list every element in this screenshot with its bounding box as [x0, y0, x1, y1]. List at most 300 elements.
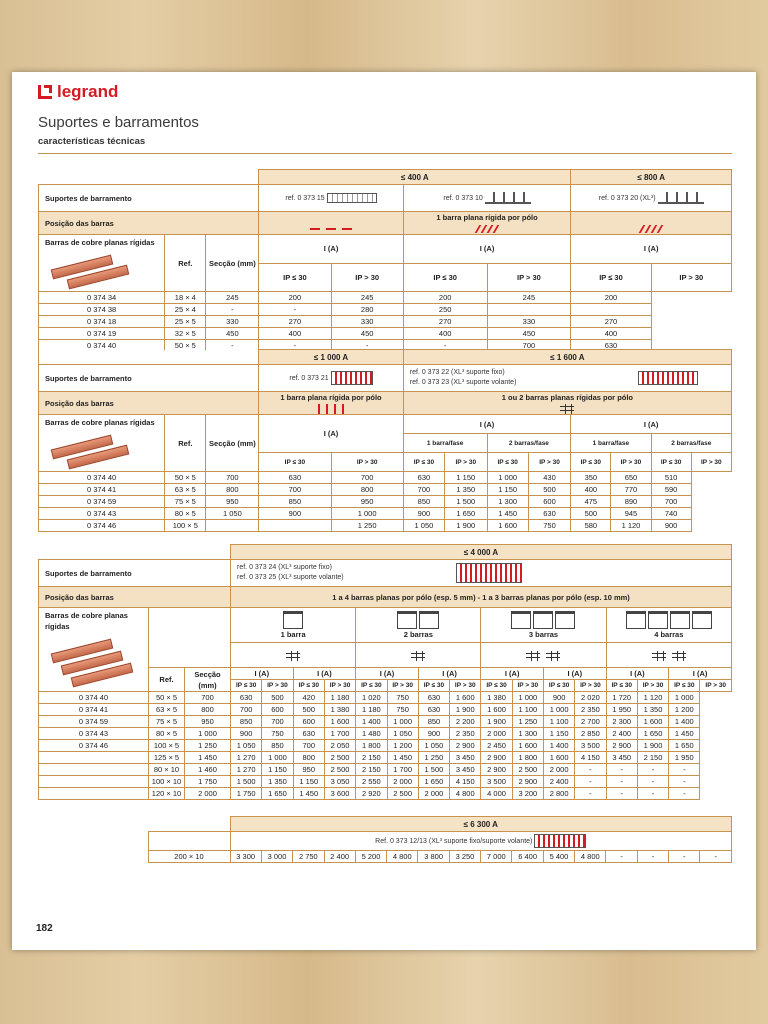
- pos-text: 1 barra plana rígida por pólo: [436, 213, 538, 222]
- current-cell: 1 480: [356, 728, 387, 740]
- current-cell: 900: [418, 728, 449, 740]
- label-barras: Barras de cobre planas rígidas: [45, 238, 155, 247]
- current-cell: 630: [259, 472, 331, 484]
- col-ip-le: IP ≤ 30: [571, 453, 611, 472]
- header-4000a: ≤ 4 000 A: [231, 545, 732, 560]
- current-cell: 1 800: [356, 740, 387, 752]
- current-cell: 2 900: [450, 740, 481, 752]
- ref-037324: ref. 0 373 24 (XL³ suporte fixo): [237, 564, 332, 571]
- copper-bar-image-3: [45, 632, 125, 682]
- ref-037312-13: Ref. 0 373 12/13 (XL³ suporte fixo/suporte volante): [375, 837, 533, 845]
- two-bars-icon: [397, 611, 417, 629]
- col-ip-gt: IP > 30: [450, 680, 481, 692]
- section-cell: 50 × 5: [149, 692, 185, 704]
- current-cell: 700: [403, 484, 444, 496]
- brand-logo: [38, 82, 118, 102]
- current-cell: [571, 304, 651, 316]
- section-cell: 63 × 5: [165, 484, 206, 496]
- current-cell: 950: [206, 496, 259, 508]
- ia-5: I (A): [481, 668, 544, 680]
- current-cell: 280: [331, 304, 403, 316]
- one-bar-icon: [283, 611, 303, 629]
- current-cell: 1 000: [185, 728, 231, 740]
- page-subtitle: características técnicas: [38, 136, 146, 147]
- col-ip-le: IP ≤ 30: [259, 453, 331, 472]
- current-cell: 800: [293, 752, 324, 764]
- current-cell: -: [669, 851, 700, 863]
- current-cell: 1 180: [324, 692, 355, 704]
- current-cell: -: [259, 340, 331, 352]
- current-cell: 900: [651, 520, 691, 532]
- current-cell: 1 950: [669, 752, 700, 764]
- current-cell: 1 300: [487, 496, 528, 508]
- col-ip-le: IP ≤ 30: [231, 680, 262, 692]
- current-cell: 1 750: [185, 776, 231, 788]
- current-cell: 900: [543, 692, 574, 704]
- current-cell: 2 200: [450, 716, 481, 728]
- label-suportes: Suportes de barramento: [39, 185, 259, 212]
- busbar-support-icon: [327, 193, 377, 203]
- current-cell: 2 300: [606, 716, 637, 728]
- col-ref: Ref.: [165, 235, 206, 292]
- current-cell: 6 400: [512, 851, 543, 863]
- current-cell: 3 800: [418, 851, 449, 863]
- table-row: [39, 716, 732, 728]
- current-cell: 2 800: [543, 788, 574, 800]
- current-cell: -: [259, 304, 331, 316]
- col-seccao-2: Secção (mm): [206, 415, 259, 472]
- section-cell: 200 × 10: [148, 851, 230, 863]
- table-row: [39, 704, 732, 716]
- current-cell: 1 600: [543, 752, 574, 764]
- section-cell: 100 × 5: [149, 740, 185, 752]
- current-cell: 1 270: [231, 752, 262, 764]
- group-3barras: 3 barras: [528, 629, 559, 639]
- current-cell: 4 000: [481, 788, 512, 800]
- ia-6: I (A): [543, 668, 606, 680]
- col-ia-2: I (A): [403, 235, 571, 264]
- current-cell: 580: [571, 520, 611, 532]
- current-cell: 630: [418, 704, 449, 716]
- header-400a: ≤ 400 A: [259, 170, 571, 185]
- current-cell: 3 450: [450, 752, 481, 764]
- col-ip-gt: IP > 30: [445, 453, 487, 472]
- current-cell: 2 900: [481, 764, 512, 776]
- current-cell: 1 350: [262, 776, 293, 788]
- current-cell: 1 650: [418, 776, 449, 788]
- current-cell: 1 800: [512, 752, 543, 764]
- section-cell: 25 × 5: [165, 316, 206, 328]
- current-cell: 850: [259, 496, 331, 508]
- current-cell: -: [606, 776, 637, 788]
- current-cell: 1 600: [481, 704, 512, 716]
- current-cell: 3 250: [449, 851, 480, 863]
- current-cell: 330: [206, 316, 259, 328]
- current-cell: 350: [571, 472, 611, 484]
- current-cell: 1 050: [403, 520, 444, 532]
- col-ip-gt: IP > 30: [637, 680, 668, 692]
- group-4barras: 4 barras: [654, 629, 684, 639]
- current-cell: 600: [528, 496, 570, 508]
- current-cell: -: [575, 788, 606, 800]
- brand-name: legrand: [57, 82, 119, 101]
- current-cell: 2 400: [543, 776, 574, 788]
- pos-text-1000: 1 barra plana rígida por pólo: [280, 393, 382, 402]
- current-cell: -: [331, 340, 403, 352]
- current-cell: -: [637, 851, 668, 863]
- col-ip-gt: IP > 30: [611, 453, 651, 472]
- current-cell: 770: [611, 484, 651, 496]
- current-cell: 950: [185, 716, 231, 728]
- current-cell: 1 700: [324, 728, 355, 740]
- current-cell: 600: [262, 704, 293, 716]
- current-cell: 1 150: [543, 728, 574, 740]
- current-cell: 2 020: [575, 692, 606, 704]
- section-cell: 75 × 5: [165, 496, 206, 508]
- table-1000-1600: [38, 349, 732, 532]
- section-cell: 63 × 5: [149, 704, 185, 716]
- current-cell: 2 000: [387, 776, 418, 788]
- current-cell: 1 650: [445, 508, 487, 520]
- current-cell: 1 250: [185, 740, 231, 752]
- col-ref-2: Ref.: [165, 415, 206, 472]
- ref-cell: 0 374 34: [39, 292, 165, 304]
- current-cell: 1 500: [418, 764, 449, 776]
- section-cell: 100 × 10: [149, 776, 185, 788]
- col-ia-1000: I (A): [259, 415, 404, 453]
- pos-text-1600: 1 ou 2 barras planas rígidas por pólo: [501, 393, 634, 402]
- ia-4: I (A): [418, 668, 481, 680]
- current-cell: 4 800: [387, 851, 418, 863]
- current-cell: 1 250: [512, 716, 543, 728]
- current-cell: 2 700: [575, 716, 606, 728]
- current-cell: 1 050: [206, 508, 259, 520]
- current-cell: 800: [206, 484, 259, 496]
- current-cell: 200: [571, 292, 651, 304]
- current-cell: 1 050: [387, 728, 418, 740]
- current-cell: 630: [293, 728, 324, 740]
- ref-cell: 0 374 46: [39, 740, 149, 752]
- current-cell: 1 180: [356, 704, 387, 716]
- ref-037310: ref. 0 373 10: [443, 194, 483, 202]
- current-cell: 2 900: [512, 776, 543, 788]
- current-cell: -: [669, 776, 700, 788]
- current-cell: 2 920: [356, 788, 387, 800]
- current-cell: 1 600: [637, 716, 668, 728]
- current-cell: 475: [571, 496, 611, 508]
- current-cell: 1 450: [293, 788, 324, 800]
- current-cell: 1 900: [481, 716, 512, 728]
- table-6300: [38, 816, 732, 863]
- current-cell: 500: [293, 704, 324, 716]
- current-cell: 2 500: [324, 764, 355, 776]
- current-cell: 420: [293, 692, 324, 704]
- current-cell: 1 650: [262, 788, 293, 800]
- col-ip-le: IP ≤ 30: [356, 680, 387, 692]
- col-ip-le: IP ≤ 30: [651, 453, 691, 472]
- current-cell: 1 750: [231, 788, 262, 800]
- label-posicao-3: Posição das barras: [39, 587, 231, 608]
- col-ip-le: IP ≤ 30: [293, 680, 324, 692]
- support-6300-icon: [534, 834, 586, 848]
- col-ip-gt: IP > 30: [700, 680, 732, 692]
- current-cell: -: [637, 776, 668, 788]
- current-cell: 2 850: [575, 728, 606, 740]
- current-cell: 1 700: [387, 764, 418, 776]
- header-1600a: ≤ 1 600 A: [403, 350, 731, 365]
- table-row: [39, 508, 732, 520]
- current-cell: 2 150: [356, 752, 387, 764]
- col-ip-gt: IP > 30: [691, 453, 731, 472]
- current-cell: 330: [487, 316, 571, 328]
- current-cell: 245: [331, 292, 403, 304]
- current-cell: 1 500: [445, 496, 487, 508]
- current-cell: 500: [262, 692, 293, 704]
- table-row: [39, 520, 732, 532]
- current-cell: 750: [528, 520, 570, 532]
- col-ip-gt: IP > 30: [528, 453, 570, 472]
- current-cell: 330: [331, 316, 403, 328]
- current-cell: 3 050: [324, 776, 355, 788]
- support-1600-icon: [638, 371, 698, 385]
- three-bars-icon: [511, 611, 531, 629]
- current-cell: 1 150: [293, 776, 324, 788]
- current-cell: 630: [418, 692, 449, 704]
- title-divider: [38, 153, 732, 154]
- section-cell: 25 × 4: [165, 304, 206, 316]
- current-cell: -: [575, 764, 606, 776]
- label-posicao-2: Posição das barras: [39, 392, 259, 415]
- ia-3: I (A): [356, 668, 419, 680]
- current-cell: -: [606, 764, 637, 776]
- label-barras-3: Barras de cobre planas rígidas: [45, 611, 128, 631]
- current-cell: 800: [331, 484, 403, 496]
- table-row: [39, 788, 732, 800]
- section-cell: 50 × 5: [165, 472, 206, 484]
- current-cell: 1 000: [512, 692, 543, 704]
- current-cell: 450: [487, 328, 571, 340]
- current-cell: 270: [571, 316, 651, 328]
- current-cell: 450: [331, 328, 403, 340]
- ref-cell: 0 374 41: [39, 704, 149, 716]
- current-cell: 2 400: [606, 728, 637, 740]
- current-cell: 1 150: [445, 472, 487, 484]
- current-cell: 2 500: [512, 764, 543, 776]
- current-cell: 7 000: [481, 851, 512, 863]
- current-cell: 2 550: [356, 776, 387, 788]
- current-cell: 1 000: [669, 692, 700, 704]
- ref-cell: 0 374 40: [39, 340, 165, 352]
- four-bars-icon: [626, 611, 646, 629]
- table-row: [39, 692, 732, 704]
- support-4000-icon: [456, 563, 522, 583]
- col-ia-1600b: I (A): [571, 415, 732, 434]
- col-ip-gt-2: IP > 30: [487, 263, 571, 292]
- current-cell: 1 600: [450, 692, 481, 704]
- col-1barra-b: 1 barra/fase: [571, 434, 651, 453]
- current-cell: 750: [387, 704, 418, 716]
- section-cell: 125 × 5: [149, 752, 185, 764]
- current-cell: 850: [262, 740, 293, 752]
- current-cell: 700: [259, 484, 331, 496]
- current-cell: 2 350: [450, 728, 481, 740]
- col-ia-3: I (A): [571, 235, 732, 264]
- table-row: [39, 484, 732, 496]
- current-cell: 850: [418, 716, 449, 728]
- current-cell: 1 900: [450, 704, 481, 716]
- current-cell: 890: [611, 496, 651, 508]
- current-cell: 1 460: [185, 764, 231, 776]
- current-cell: 1 450: [387, 752, 418, 764]
- current-cell: -: [700, 851, 732, 863]
- table-row: [39, 740, 732, 752]
- current-cell: 1 200: [669, 704, 700, 716]
- col-ia-1600a: I (A): [403, 415, 570, 434]
- col-ip-le: IP ≤ 30: [669, 680, 700, 692]
- current-cell: 2 750: [293, 851, 324, 863]
- current-cell: -: [637, 764, 668, 776]
- current-cell: -: [669, 788, 700, 800]
- ref-037325: ref. 0 373 25 (XL³ suporte volante): [237, 574, 344, 581]
- current-cell: -: [606, 851, 637, 863]
- current-cell: 3 200: [512, 788, 543, 800]
- current-cell: 1 000: [543, 704, 574, 716]
- current-cell: 750: [387, 692, 418, 704]
- slanted-bar-position-icon: [405, 223, 570, 234]
- col-ip-gt: IP > 30: [512, 680, 543, 692]
- current-cell: 800: [185, 704, 231, 716]
- current-cell: 3 000: [261, 851, 292, 863]
- current-cell: 400: [571, 484, 611, 496]
- col-ia-1: I (A): [259, 235, 404, 264]
- section-cell: 18 × 4: [165, 292, 206, 304]
- current-cell: 950: [293, 764, 324, 776]
- current-cell: 1 400: [543, 740, 574, 752]
- current-cell: 1 450: [185, 752, 231, 764]
- current-cell: 1 000: [262, 752, 293, 764]
- current-cell: 630: [403, 472, 444, 484]
- current-cell: 400: [259, 328, 331, 340]
- current-cell: 450: [206, 328, 259, 340]
- current-cell: 3 450: [450, 764, 481, 776]
- current-cell: 5 400: [543, 851, 574, 863]
- current-cell: 1 350: [637, 704, 668, 716]
- current-cell: 1 120: [637, 692, 668, 704]
- col-ip-gt: IP > 30: [575, 680, 606, 692]
- col-2barras-a: 2 barras/fase: [487, 434, 571, 453]
- current-cell: 4 800: [575, 851, 606, 863]
- section-cell: 75 × 5: [149, 716, 185, 728]
- current-cell: 700: [231, 704, 262, 716]
- current-cell: 900: [231, 728, 262, 740]
- section-cell: 80 × 5: [149, 728, 185, 740]
- grid-icon-3: [526, 651, 540, 661]
- section-cell: 50 × 5: [165, 340, 206, 352]
- current-cell: 1 720: [606, 692, 637, 704]
- current-cell: 400: [571, 328, 651, 340]
- col-ip-gt: IP > 30: [387, 680, 418, 692]
- current-cell: 750: [262, 728, 293, 740]
- col-ip-le: IP ≤ 30: [606, 680, 637, 692]
- current-cell: 2 900: [481, 752, 512, 764]
- current-cell: 510: [651, 472, 691, 484]
- current-cell: 1 600: [512, 740, 543, 752]
- table-4000: [38, 544, 732, 800]
- grid-icon-4: [652, 651, 666, 661]
- header-6300a: ≤ 6 300 A: [230, 817, 731, 832]
- current-cell: 900: [403, 508, 444, 520]
- copper-bar-image: [45, 248, 125, 288]
- current-cell: 250: [403, 304, 487, 316]
- current-cell: 1 050: [418, 740, 449, 752]
- current-cell: 4 800: [450, 788, 481, 800]
- current-cell: -: [206, 340, 259, 352]
- current-cell: 630: [571, 340, 651, 352]
- group-1barra: 1 barra: [280, 629, 306, 639]
- table-row: [39, 472, 732, 484]
- current-cell: 245: [487, 292, 571, 304]
- ref-037322: ref. 0 373 22 (XL³ suporte fixo): [409, 369, 505, 376]
- col-ref-3: Ref.: [149, 668, 185, 692]
- section-cell: 80 × 5: [165, 508, 206, 520]
- current-cell: [487, 304, 571, 316]
- col-ip-gt: IP > 30: [262, 680, 293, 692]
- grid-bar-icon: [560, 404, 574, 414]
- catalog-page: [12, 72, 756, 950]
- current-cell: 1 380: [324, 704, 355, 716]
- current-cell: 5 200: [355, 851, 386, 863]
- ref-cell: 0 374 59: [39, 496, 165, 508]
- current-cell: 700: [331, 472, 403, 484]
- current-cell: 1 300: [512, 728, 543, 740]
- group-2barras: 2 barras: [403, 629, 433, 639]
- current-cell: 1 020: [356, 692, 387, 704]
- current-cell: 200: [403, 292, 487, 304]
- copper-bar-image-2: [45, 428, 125, 468]
- current-cell: -: [637, 788, 668, 800]
- current-cell: 1 380: [481, 692, 512, 704]
- section-cell: 32 × 5: [165, 328, 206, 340]
- current-cell: -: [575, 776, 606, 788]
- current-cell: [259, 520, 331, 532]
- section-cell: 120 × 10: [149, 788, 185, 800]
- current-cell: 3 300: [230, 851, 261, 863]
- table-row: [39, 752, 732, 764]
- current-cell: 1 450: [669, 728, 700, 740]
- label-barras-2: Barras de cobre planas rígidas: [45, 418, 155, 428]
- ref-cell: 0 374 59: [39, 716, 149, 728]
- current-cell: -: [206, 304, 259, 316]
- table-row: [39, 304, 732, 316]
- current-cell: 1 900: [445, 520, 487, 532]
- current-cell: 1 650: [669, 740, 700, 752]
- current-cell: 2 000: [418, 788, 449, 800]
- current-cell: 270: [259, 316, 331, 328]
- current-cell: 2 400: [324, 851, 355, 863]
- ref-cell: 0 374 46: [39, 520, 165, 532]
- col-ip-le-2: IP ≤ 30: [403, 263, 487, 292]
- table-400-800: [38, 169, 732, 364]
- current-cell: 245: [206, 292, 259, 304]
- ref-cell: 0 374 40: [39, 692, 149, 704]
- support-1000-icon: [331, 371, 373, 385]
- current-cell: 700: [651, 496, 691, 508]
- current-cell: 740: [651, 508, 691, 520]
- current-cell: 500: [528, 484, 570, 496]
- current-cell: 4 150: [450, 776, 481, 788]
- current-cell: 1 150: [262, 764, 293, 776]
- col-ip-gt: IP > 30: [331, 453, 403, 472]
